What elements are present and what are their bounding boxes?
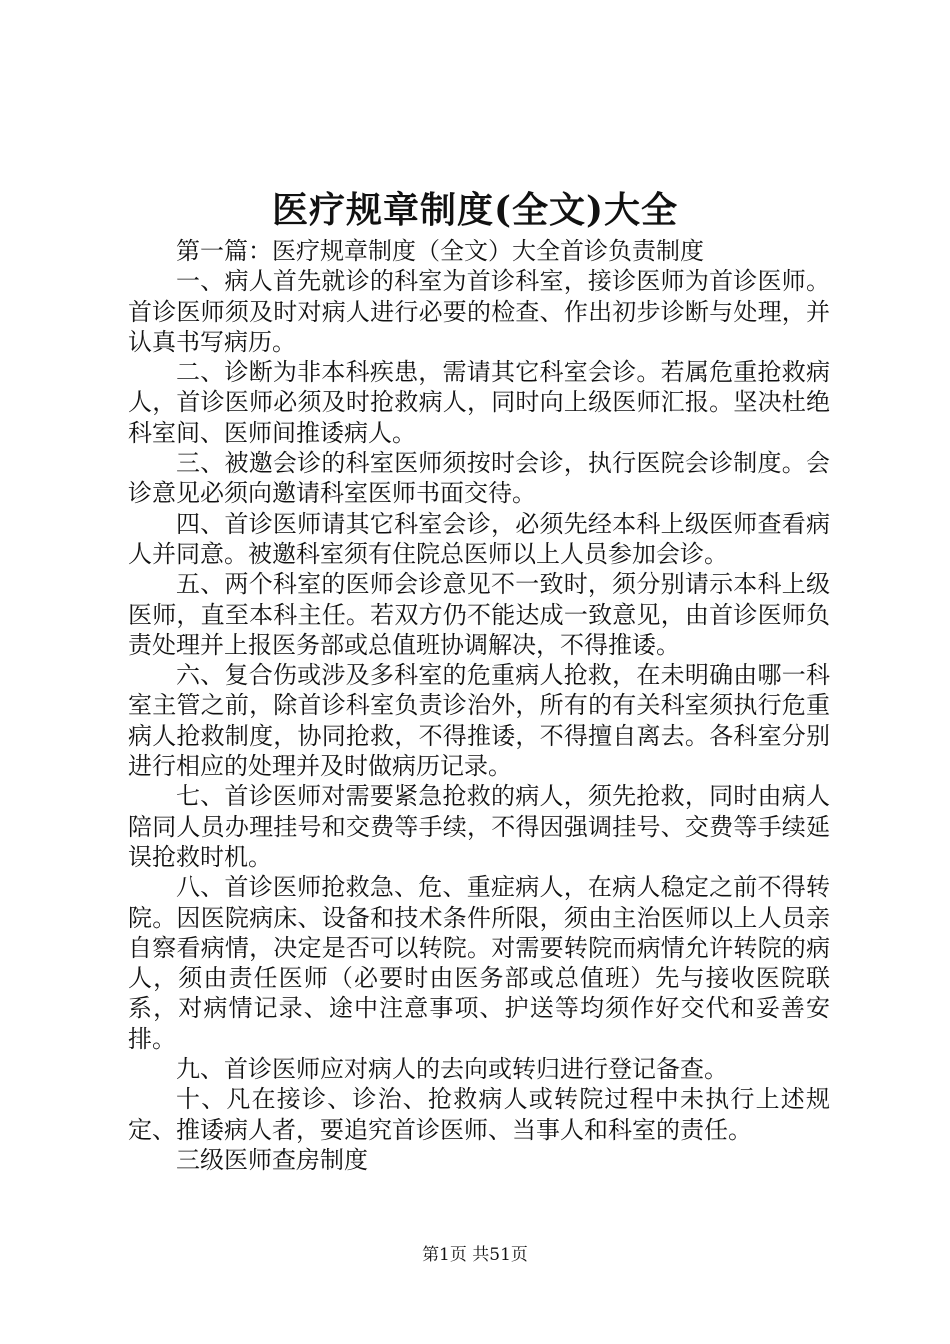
page-footer <box>0 1243 950 1267</box>
paragraph: 三、被邀会诊的科室医师须按时会诊，执行医院会诊制度。会诊意见必须向邀请科室医师书面交待。 <box>128 449 830 508</box>
paragraph: 二、诊断为非本科疾患，需请其它科室会诊。若属危重抢救病人，首诊医师必须及时抢救病人，同时向上级医师汇报。坚决杜绝科室间、医师间推诿病人。 <box>128 358 830 447</box>
paragraph: 三级医师查房制度 <box>176 1145 368 1174</box>
page-indicator: 第1页 共51页 <box>422 1245 528 1265</box>
paragraph: 一、病人首先就诊的科室为首诊科室，接诊医师为首诊医师。首诊医师须及时对病人进行必要的检查、作出初步诊断与处理，并认真书写病历。 <box>128 267 830 356</box>
document-body <box>128 236 830 1175</box>
paragraph: 八、首诊医师抢救急、危、重症病人，在病人稳定之前不得转院。因医院病床、设备和技术条件所限，须由主治医师以上人员亲自察看病情，决定是否可以转院。对需要转院而病情允许转院的病人，须由责任医师（必要时由医务部或总值班）先与接收医院联系，对病情记录、途中注意事项、护送等均须作好交代和妥善安排。 <box>128 873 830 1053</box>
paragraph: 六、复合伤或涉及多科室的危重病人抢救，在未明确由哪一科室主管之前，除首诊科室负责诊治外，所有的有关科室须执行危重病人抢救制度，协同抢救，不得推诿，不得擅自离去。各科室分别进行相应的处理并及时做病历记录。 <box>128 661 830 781</box>
paragraph: 九、首诊医师应对病人的去向或转归进行登记备查。 <box>176 1055 728 1084</box>
paragraph: 第一篇：医疗规章制度（全文）大全首诊负责制度 <box>176 237 704 265</box>
paragraph: 十、凡在接诊、诊治、抢救病人或转院过程中未执行上述规定、推诿病人者，要追究首诊医师、当事人和科室的责任。 <box>128 1085 830 1144</box>
paragraph: 五、两个科室的医师会诊意见不一致时，须分别请示本科上级医师，直至本科主任。若双方仍不能达成一致意见，由首诊医师负责处理并上报医务部或总值班协调解决，不得推诿。 <box>128 570 830 659</box>
paragraph: 四、首诊医师请其它科室会诊，必须先经本科上级医师查看病人并同意。被邀科室须有住院总医师以上人员参加会诊。 <box>128 509 830 568</box>
paragraph: 七、首诊医师对需要紧急抢救的病人，须先抢救，同时由病人陪同人员办理挂号和交费等手续，不得因强调挂号、交费等手续延误抢救时机。 <box>128 782 830 871</box>
page-title: 医疗规章制度(全文)大全 <box>271 189 679 231</box>
